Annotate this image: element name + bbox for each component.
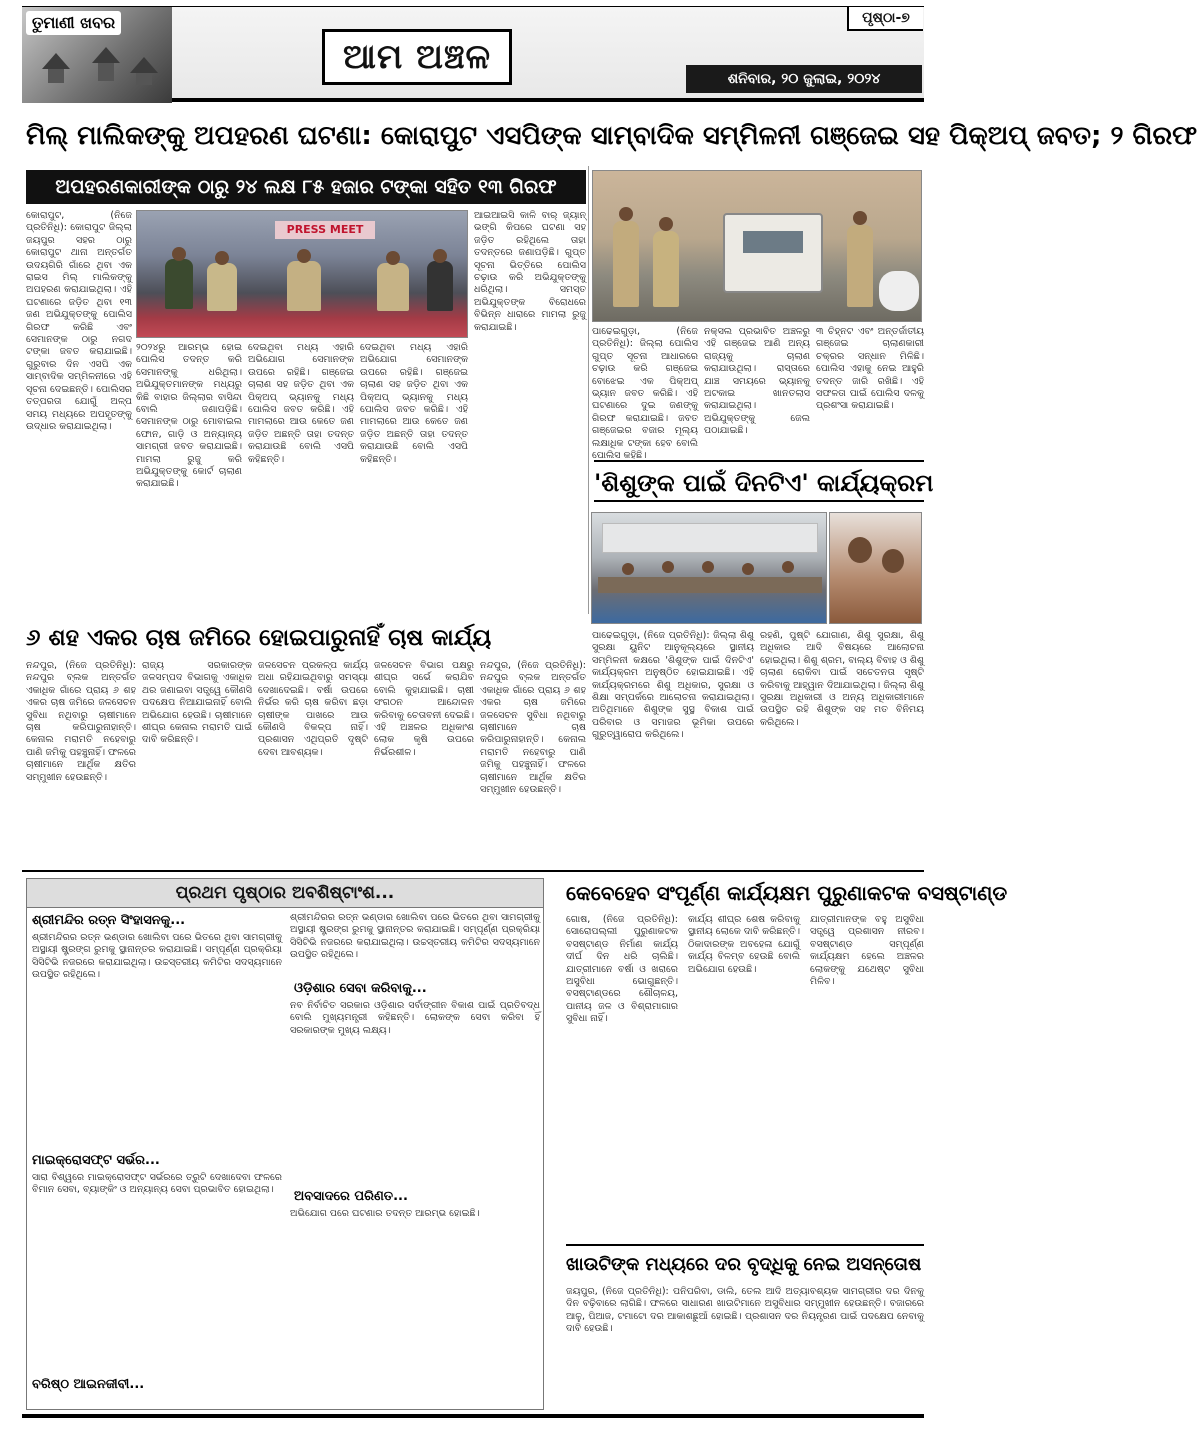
continuation-text-3: ସାରା ବିଶ୍ୱରେ ମାଇକ୍ରୋସଫ୍ଟ ସର୍ଭରରେ ତ୍ରୁଟି ଦେଖାଦେବା ଫଳରେ ବିମାନ ସେବା, ବ୍ୟାଙ୍କିଂ ଓ ଅନ୍ୟାନ୍ୟ ସେବା ପ୍ରଭାବିତ ହୋଇଥିଲା। xyxy=(32,1172,282,1196)
meeting-table xyxy=(598,577,822,593)
person-head xyxy=(386,251,400,265)
farm-headline: ୬ ଶହ ଏକର ଚାଷ ଜମିରେ ହୋଇପାରୁନାହିଁ ଚାଷ କାର୍ଯ୍ୟ xyxy=(26,625,492,651)
person-figure xyxy=(613,221,639,307)
dateline: ଶନିବାର, ୨୦ ଜୁଲାଇ, ୨୦୨୪ xyxy=(686,65,922,93)
price-column: ଜୟପୁର, (ନିଜେ ପ୍ରତିନିଧି): ପନିପରିବା, ଡାଲି, ତେଲ ଆଦି ଅତ୍ୟାବଶ୍ୟକ ସାମଗ୍ରୀର ଦର ଦିନକୁ ଦିନ ବଢ଼ିବାରେ ଲାଗିଛି। ଫଳରେ ସାଧାରଣ ଖାଉଟିମାନେ ଅସୁବିଧାର ସମ୍ମୁଖୀନ ହେଉଛନ୍ତି। ବଜାରରେ ଆଳୁ, ପିଆଜ, ଟମାଟୋ ଦର ଆକାଶଛୁଆଁ ହୋଇଛି। ପ୍ରଶାସନ ଦର ନିୟନ୍ତ୍ରଣ ପାଇଁ ପଦକ୍ଷେପ ନେବାକୁ ଦାବି ହେଉଛି। xyxy=(566,1286,924,1335)
continuation-title: ପ୍ରଥମ ପୃଷ୍ଠାର ଅବଶିଷ୍ଟାଂଶ... xyxy=(26,878,544,908)
lead-column-3: ଦେଇଥିବା ମଧ୍ୟ ଏହାରି ଅଭିଯୋଗ ସେମାନଙ୍କ ଉପରେ ରହିଛି। ଗଞ୍ଜେଇ ଚାଲାଣ ସହ ଜଡ଼ିତ ଥିବା ଏକ ପିକ୍ଅପ୍ ଭ୍ୟାନକୁ ମଧ୍ୟ ପୋଲିସ ଜବତ କରିଛି। ଏହି ମାମଲାରେ ଆଉ କେତେ ଜଣ ଜଡ଼ିତ ଅଛନ୍ତି ତାହା ତଦନ୍ତ କରାଯାଉଛି ବୋଲି ଏସପି କହିଛନ୍ତି। xyxy=(248,342,354,465)
farm-column-4: ଜଳସେଚନ ବିଭାଗ ପକ୍ଷରୁ ଶୀଘ୍ର ସର୍ଭେ କରାଯିବ ବୋଲି କୁହାଯାଇଛି। ଚାଷୀ ସଂଗଠନ ଆନ୍ଦୋଳନ କରିବାକୁ ଚେତାବନୀ ଦେଇଛି। ଏହି ଅଞ୍ଚଳର ଅଧିକାଂଶ ଲୋକ କୃଷି ଉପରେ ନିର୍ଭରଶୀଳ। xyxy=(374,660,474,758)
hut-wall-icon xyxy=(98,63,114,81)
hut-wall-icon xyxy=(136,73,152,85)
event-banner xyxy=(602,523,818,553)
person-head xyxy=(882,549,904,573)
person-head xyxy=(297,249,311,263)
hut-roof-icon xyxy=(42,53,70,69)
person-figure xyxy=(207,263,237,311)
continuation-subhead-2: ଓଡ଼ିଶାର ସେବା କରିବାକୁ... xyxy=(294,981,427,996)
person-figure xyxy=(847,225,873,307)
hut-roof-icon xyxy=(130,57,158,73)
person-head xyxy=(659,217,673,231)
continuation-text-1b: ଶ୍ରୀମନ୍ଦିରର ରତ୍ନ ଭଣ୍ଡାର ଖୋଲିବା ପରେ ଭିତରେ ଥିବା ସାମଗ୍ରୀକୁ ଅସ୍ଥାୟୀ ଷ୍ଟ୍ରଙ୍ଗ ରୁମକୁ ସ୍ଥାନାନ୍ତର କରାଯାଇଛି। ସମ୍ପୂର୍ଣ୍ଣ ପ୍ରକ୍ରିୟା ସିସିଟିଭି ନଜରରେ କରାଯାଇଥିଲା। ଉଚ୍ଚସ୍ତରୀୟ କମିଟିର ସଦସ୍ୟମାନେ ଉପସ୍ଥିତ ରହିଥିଲେ। xyxy=(290,912,540,961)
hut-wall-icon xyxy=(48,69,64,83)
person-head xyxy=(172,247,186,261)
footer-rule xyxy=(22,1414,924,1418)
press-meet-photo xyxy=(136,210,468,338)
pickup-column-2: ନକ୍ସଲ ପ୍ରଭାବିତ ଅଞ୍ଚଳରୁ ଏହି ଗଞ୍ଜେଇ ଆଣି ଅନ୍ୟ ରାଜ୍ୟକୁ ଚାଲାଣ କରାଯାଉଥିଲା। ରାସ୍ତାରେ ଯାଞ୍ଚ ସମୟରେ ଭ୍ୟାନକୁ ଅଟକାଇ ଖାନତଲାସ କରାଯାଇଥିଲା। ଅଭିଯୁକ୍ତଙ୍କୁ ଜେଲ ପଠାଯାଇଛି। xyxy=(704,326,810,437)
event-column-2: ରହଣି, ପୁଷ୍ଟି ଯୋଗାଣ, ଶିଶୁ ସୁରକ୍ଷା, ଶିଶୁ ଅଧିକାର ଆଦି ବିଷୟରେ ଆଲୋଚନା ହୋଇଥିଲା। ଶିଶୁ ଶ୍ରମ, ବାଲ୍ୟ ବିବାହ ଓ ଶିଶୁ ଚାଲାଣ ରୋକିବା ପାଇଁ ସଚେତନତା ସୃଷ୍ଟି କରିବାକୁ ଆହ୍ୱାନ ଦିଆଯାଇଥିଲା। ଜିଲ୍ଲା ଶିଶୁ ସୁରକ୍ଷା ଅଧିକାରୀ ଓ ଅନ୍ୟ ଅଧିକାରୀମାନେ ଉପସ୍ଥିତ ରହି ଶିଶୁଙ୍କ ସହ ମତ ବିନିମୟ କରିଥିଲେ। xyxy=(760,630,924,728)
seized-pickup-photo xyxy=(592,170,922,322)
event-headline: 'ଶିଶୁଙ୍କ ପାଇଁ ଦିନଟିଏ' କାର୍ଯ୍ୟକ୍ରମ xyxy=(594,460,924,502)
continuation-subhead-4: ଅବସାଦରେ ପରିଣତ... xyxy=(294,1189,408,1204)
person-head xyxy=(622,563,634,575)
price-headline: ଖାଉଟିଙ୍କ ମଧ୍ୟରେ ଦର ବୃଦ୍ଧିକୁ ନେଇ ଅସନ୍ତୋଷ xyxy=(566,1244,924,1282)
farm-column-3: ଜଳସେଚନ ପ୍ରକଳ୍ପ କାର୍ଯ୍ୟ ଅଧା ରହିଯାଇଥିବାରୁ ସମସ୍ୟା ଦେଖାଦେଇଛି। ବର୍ଷା ଉପରେ ନିର୍ଭର କରି ଚାଷ କରିବା ଛଡ଼ା ଚାଷୀଙ୍କ ପାଖରେ ଆଉ କୌଣସି ବିକଳ୍ପ ନାହିଁ। ପ୍ରଶାସନ ଏଥିପ୍ରତି ଦୃଷ୍ଟି ଦେବା ଆବଶ୍ୟକ। xyxy=(258,660,368,758)
continuation-subhead-1: ଶ୍ରୀମନ୍ଦିର ରତ୍ନ ସିଂହାସନକୁ... xyxy=(32,913,186,928)
bus-stand-column-3: ଯାତ୍ରୀମାନଙ୍କ ବହୁ ଅସୁବିଧା ସତ୍ତ୍ୱେ ପ୍ରଶାସନ ନୀରବ। ବସଷ୍ଟାଣ୍ଡ ସମ୍ପୂର୍ଣ୍ଣ କାର୍ଯ୍ୟକ୍ଷମ ହେଲେ ଅଞ୍ଚଳର ଲୋକଙ୍କୁ ଯଥେଷ୍ଟ ସୁବିଧା ମିଳିବ। xyxy=(810,914,924,988)
continuation-subhead-5: ବରିଷ୍ଠ ଆଇନଜୀବୀ... xyxy=(32,1377,145,1392)
brand-name: ତୁମାଣୀ ଖବର xyxy=(26,11,121,35)
event-meeting-photo xyxy=(591,512,827,624)
jeep-windshield xyxy=(743,231,803,253)
bus-stand-column-2: କାର୍ଯ୍ୟ ଶୀଘ୍ର ଶେଷ କରିବାକୁ ସ୍ଥାନୀୟ ଲୋକେ ଦାବି କରିଛନ୍ତି। ଠିକାଦାରଙ୍କ ଅବହେଳା ଯୋଗୁଁ କାର୍ଯ୍ୟ ବିଳମ୍ବ ହେଉଛି ବୋଲି ଅଭିଯୋଗ ହେଉଛି। xyxy=(688,914,800,975)
person-head xyxy=(433,249,447,263)
person-head xyxy=(662,561,674,573)
event-column-1: ପାଢେଇଗୁଡ଼ା, (ନିଜେ ପ୍ରତିନିଧି): ଜିଲ୍ଲା ଶିଶୁ ସୁରକ୍ଷା ୟୁନିଟ ଆନୁକୂଲ୍ୟରେ ସ୍ଥାନୀୟ ସମ୍ମିଳନୀ କକ୍ଷରେ 'ଶିଶୁଙ୍କ ପାଇଁ ଦିନଟିଏ' କାର୍ଯ୍ୟକ୍ରମ ଅନୁଷ୍ଠିତ ହୋଇଯାଇଛି। ଏହି କାର୍ଯ୍ୟକ୍ରମରେ ଶିଶୁ ଅଧିକାର, ସୁରକ୍ଷା ଓ ଶିକ୍ଷା ସମ୍ପର୍କରେ ଆଲୋଚନା କରାଯାଇଥିଲା। ଅତିଥିମାନେ ଶିଶୁଙ୍କ ସୁସ୍ଥ ବିକାଶ ପାଇଁ ପରିବାର ଓ ସମାଜର ଭୂମିକା ଉପରେ ଗୁରୁତ୍ୱାରୋପ କରିଥିଲେ। xyxy=(592,630,754,741)
seized-sacks xyxy=(879,271,919,311)
lead-column-1: କୋରାପୁଟ, (ନିଜେ ପ୍ରତିନିଧି): କୋରାପୁଟ ଜିଲ୍ଲା ଜୟପୁର ସହର ଠାରୁ କୋରାପୁଟ ଥାନା ଅନ୍ତର୍ଗତ ଉଦୟଗିରି ଗାଁରେ ଥିବା ଏକ ରାଇସ ମିଲ୍ ମାଲିକଙ୍କୁ ଅପହରଣ କରାଯାଇଥିଲା। ଏହି ଘଟଣାରେ ଜଡ଼ିତ ଥିବା ୧୩ ଜଣ ଅଭିଯୁକ୍ତଙ୍କୁ ପୋଲିସ ଗିରଫ କରିଛି ଏବଂ ସେମାନଙ୍କ ଠାରୁ ନଗଦ ଟଙ୍କା ଜବତ କରାଯାଇଛି। ଗୁରୁବାର ଦିନ ଏସପି ଏକ ସାମ୍ବାଦିକ ସମ୍ମିଳନୀରେ ଏହି ସୂଚନା ଦେଇଛନ୍ତି। ପୋଲିସର ତତ୍ପରତା ଯୋଗୁଁ ଅଳ୍ପ ସମୟ ମଧ୍ୟରେ ଅପହୃତଙ୍କୁ ଉଦ୍ଧାର କରାଯାଇଥିଲା। xyxy=(26,210,132,432)
person-figure xyxy=(427,261,453,311)
person-head xyxy=(619,207,633,221)
person-head xyxy=(742,563,754,575)
person-head xyxy=(782,561,794,573)
person-figure xyxy=(377,263,409,311)
person-figure xyxy=(165,259,193,309)
event-guests-photo xyxy=(829,512,922,624)
pickup-column-3: ୩ ଚିହ୍ନଟ ଏବଂ ଅନ୍ତର୍ଜାତୀୟ ଗଞ୍ଜେଇ ଚାଲାଣକାରୀ ଚକ୍ରର ସନ୍ଧାନ ମିଳିଛି। ପୋଲିସ ଏହାକୁ ନେଇ ଆହୁରି ତଦନ୍ତ ଜାରି ରଖିଛି। ଏହି ସଫଳତା ପାଇଁ ପୋଲିସ ଦଳକୁ ପ୍ରଶଂସା କରାଯାଇଛି। xyxy=(816,326,924,412)
section-title: ଆମ ଅଞ୍ଚଳ xyxy=(322,29,512,85)
lead-column-4: ଆଇଆଇସି କାଳି ବାର୍ ଜ୍ୟାନ୍ ଭଙ୍ଗି କିପରେ ଘଟଣା ସହ ଜଡ଼ିତ ରହିଥିଲେ ତାହା ତଦନ୍ତରେ ଜଣାପଡ଼ିଛି। ଗୁପ୍ତ ସୂଚନା ଭିତ୍ତିରେ ପୋଲିସ ଚଢ଼ାଉ କରି ଅଭିଯୁକ୍ତଙ୍କୁ ଧରିଥିଲା। ସମସ୍ତ ଅଭିଯୁକ୍ତଙ୍କ ବିରୋଧରେ ବିଭିନ୍ନ ଧାରାରେ ମାମଲା ରୁଜୁ କରାଯାଇଛି। xyxy=(474,210,586,333)
person-head xyxy=(215,251,229,265)
person-head xyxy=(848,537,872,563)
lead-headline: ମିଲ୍ ମାଲିକଙ୍କୁ ଅପହରଣ ଘଟଣା: କୋରାପୁଟ ଏସପିଙ୍କ ସାମ୍ବାଦିକ ସମ୍ମିଳନୀ ଗଞ୍ଜେଇ ସହ ପିକ୍ଅପ୍ ଜବତ; ୨ ଗିରଫ xyxy=(26,121,1197,151)
bus-stand-headline: କେବେହେବ ସଂପୂର୍ଣ୍ଣ କାର୍ଯ୍ୟକ୍ଷମ ପୁରୁଣାକଟକ ବସଷ୍ଟାଣ୍ଡ xyxy=(566,881,1008,905)
masthead xyxy=(22,6,924,102)
person-head xyxy=(853,211,867,225)
lead-subheadline: ଅପହରଣକାରୀଙ୍କ ଠାରୁ ୨୪ ଲକ୍ଷ ୮୫ ହଜାର ଟଙ୍କା ସହିତ ୧୩ ଗିରଫ xyxy=(26,170,586,204)
farm-column-2: ରାଜ୍ୟ ସରକାରଙ୍କ ଜଳସମ୍ପଦ ବିଭାଗକୁ ଏକାଧିକ ଥର ଜଣାଇବା ସତ୍ତ୍ୱେ କୌଣସି ପଦକ୍ଷେପ ନିଆଯାଇନାହିଁ ବୋଲି ଅଭିଯୋଗ ହେଉଛି। ଚାଷୀମାନେ ଶୀଘ୍ର କେନାଲ ମରାମତି ପାଇଁ ଦାବି କରିଛନ୍ତି। xyxy=(142,660,252,746)
continuation-text-2: ନବ ନିର୍ବାଚିତ ସରକାର ଓଡ଼ିଶାର ସର୍ବାଙ୍ଗୀନ ବିକାଶ ପାଇଁ ପ୍ରତିବଦ୍ଧ ବୋଲି ମୁଖ୍ୟମନ୍ତ୍ରୀ କହିଛନ୍ତି। ଲୋକଙ୍କ ସେବା କରିବା ହିଁ ସରକାରଙ୍କ ମୁଖ୍ୟ ଲକ୍ଷ୍ୟ। xyxy=(290,1000,540,1036)
bus-stand-column-1: ଗୋଷ, (ନିଜେ ପ୍ରତିନିଧି): ସୋରୋପଲ୍ଲୀ ପୁରୁଣାକଟକ ବସଷ୍ଟାଣ୍ଡ ନିର୍ମାଣ କାର୍ଯ୍ୟ ଦୀର୍ଘ ଦିନ ଧରି ଚାଲିଛି। ଯାତ୍ରୀମାନେ ବର୍ଷା ଓ ଖରାରେ ଅସୁବିଧା ଭୋଗୁଛନ୍ତି। ବସଷ୍ଟାଣ୍ଡରେ ଶୌଚାଳୟ, ପାନୀୟ ଜଳ ଓ ବିଶ୍ରାମାଗାର ସୁବିଧା ନାହିଁ। xyxy=(566,914,678,1025)
person-figure xyxy=(287,261,321,311)
continuation-text-1: ଶ୍ରୀମନ୍ଦିରର ରତ୍ନ ଭଣ୍ଡାର ଖୋଲିବା ପରେ ଭିତରେ ଥିବା ସାମଗ୍ରୀକୁ ଅସ୍ଥାୟୀ ଷ୍ଟ୍ରଙ୍ଗ ରୁମକୁ ସ୍ଥାନାନ୍ତର କରାଯାଇଛି। ସମ୍ପୂର୍ଣ୍ଣ ପ୍ରକ୍ରିୟା ସିସିଟିଭି ନଜରରେ କରାଯାଇଥିଲା। ଉଚ୍ଚସ୍ତରୀୟ କମିଟିର ସଦସ୍ୟମାନେ ଉପସ୍ଥିତ ରହିଥିଲେ। xyxy=(32,932,282,981)
person-figure xyxy=(653,231,679,307)
continuation-subhead-3: ମାଇକ୍ରୋସଫ୍ଟ ସର୍ଭର... xyxy=(32,1153,160,1168)
lead-column-2: ୨୦୨୪ରୁ ଆରମ୍ଭ ହୋଇ ପୋଲିସ ତଦନ୍ତ କରି ସେମାନଙ୍କୁ ଧରିଥିଲା। ଅଭିଯୁକ୍ତମାନଙ୍କ ମଧ୍ୟରୁ କିଛି ବାହାର ଜିଲ୍ଲାର ବାସିନ୍ଦା ବୋଲି ଜଣାପଡ଼ିଛି। ସେମାନଙ୍କ ଠାରୁ ମୋବାଇଲ ଫୋନ, ଗାଡ଼ି ଓ ଅନ୍ୟାନ୍ୟ ସାମଗ୍ରୀ ଜବତ କରାଯାଇଛି। ମାମଲା ରୁଜୁ କରି ଅଭିଯୁକ୍ତଙ୍କୁ କୋର୍ଟ ଚାଲାଣ କରାଯାଇଛି। xyxy=(136,342,242,490)
lead-column-3b: ଦେଇଥିବା ମଧ୍ୟ ଏହାରି ଅଭିଯୋଗ ସେମାନଙ୍କ ଉପରେ ରହିଛି। ଗଞ୍ଜେଇ ଚାଲାଣ ସହ ଜଡ଼ିତ ଥିବା ଏକ ପିକ୍ଅପ୍ ଭ୍ୟାନକୁ ମଧ୍ୟ ପୋଲିସ ଜବତ କରିଛି। ଏହି ମାମଲାରେ ଆଉ କେତେ ଜଣ ଜଡ଼ିତ ଅଛନ୍ତି ତାହା ତଦନ୍ତ କରାଯାଉଛି ବୋଲି ଏସପି କହିଛନ୍ତି। xyxy=(360,342,468,465)
jeep-vehicle xyxy=(723,213,823,293)
press-meet-banner: PRESS MEET xyxy=(275,221,375,239)
person-head xyxy=(702,561,714,573)
page-number: ପୃଷ୍ଠା-୭ xyxy=(847,7,923,31)
pickup-column-1: ପାଢେଇଗୁଡ଼ା, (ନିଜେ ପ୍ରତିନିଧି): ଜିଲ୍ଲା ପୋଲିସ ଗୁପ୍ତ ସୂଚନା ଆଧାରରେ ଚଢ଼ାଉ କରି ଗଞ୍ଜେଇ ବୋଝେଇ ଏକ ପିକ୍ଅପ୍ ଭ୍ୟାନ ଜବତ କରିଛି। ଏହି ଘଟଣାରେ ଦୁଇ ଜଣଙ୍କୁ ଗିରଫ କରାଯାଇଛି। ଜବତ ଗଞ୍ଜେଇର ବଜାର ମୂଲ୍ୟ ଲକ୍ଷାଧିକ ଟଙ୍କା ହେବ ବୋଲି ପୋଲିସ କହିଛି। xyxy=(592,326,698,462)
hut-roof-icon xyxy=(92,47,120,63)
column-divider xyxy=(588,166,589,614)
farm-column-1: ନନ୍ଦପୁର, (ନିଜେ ପ୍ରତିନିଧି): ନନ୍ଦପୁର ବ୍ଲକ ଅନ୍ତର୍ଗତ ଏକାଧିକ ଗାଁରେ ପ୍ରାୟ ୬ ଶହ ଏକର ଚାଷ ଜମିରେ ଜଳସେଚନ ସୁବିଧା ନଥିବାରୁ ଚାଷୀମାନେ ଚାଷ କରିପାରୁନାହାନ୍ତି। କେନାଲ ମରାମତି ନହେବାରୁ ପାଣି ଜମିକୁ ପହଞ୍ଚୁନାହିଁ। ଫଳରେ ଚାଷୀମାନେ ଆର୍ଥିକ କ୍ଷତିର ସମ୍ମୁଖୀନ ହେଉଛନ୍ତି। xyxy=(26,660,136,783)
farm-column-5: ନନ୍ଦପୁର, (ନିଜେ ପ୍ରତିନିଧି): ନନ୍ଦପୁର ବ୍ଲକ ଅନ୍ତର୍ଗତ ଏକାଧିକ ଗାଁରେ ପ୍ରାୟ ୬ ଶହ ଏକର ଚାଷ ଜମିରେ ଜଳସେଚନ ସୁବିଧା ନଥିବାରୁ ଚାଷୀମାନେ ଚାଷ କରିପାରୁନାହାନ୍ତି। କେନାଲ ମରାମତି ନହେବାରୁ ପାଣି ଜମିକୁ ପହଞ୍ଚୁନାହିଁ। ଫଳରେ ଚାଷୀମାନେ ଆର୍ଥିକ କ୍ଷତିର ସମ୍ମୁଖୀନ ହେଉଛନ୍ତି। xyxy=(480,660,586,796)
section-rule xyxy=(22,870,924,872)
continuation-text-4: ଅଭିଯୋଗ ପରେ ଘଟଣାର ତଦନ୍ତ ଆରମ୍ଭ ହୋଇଛି। xyxy=(290,1208,480,1219)
brand-banner xyxy=(22,7,172,103)
